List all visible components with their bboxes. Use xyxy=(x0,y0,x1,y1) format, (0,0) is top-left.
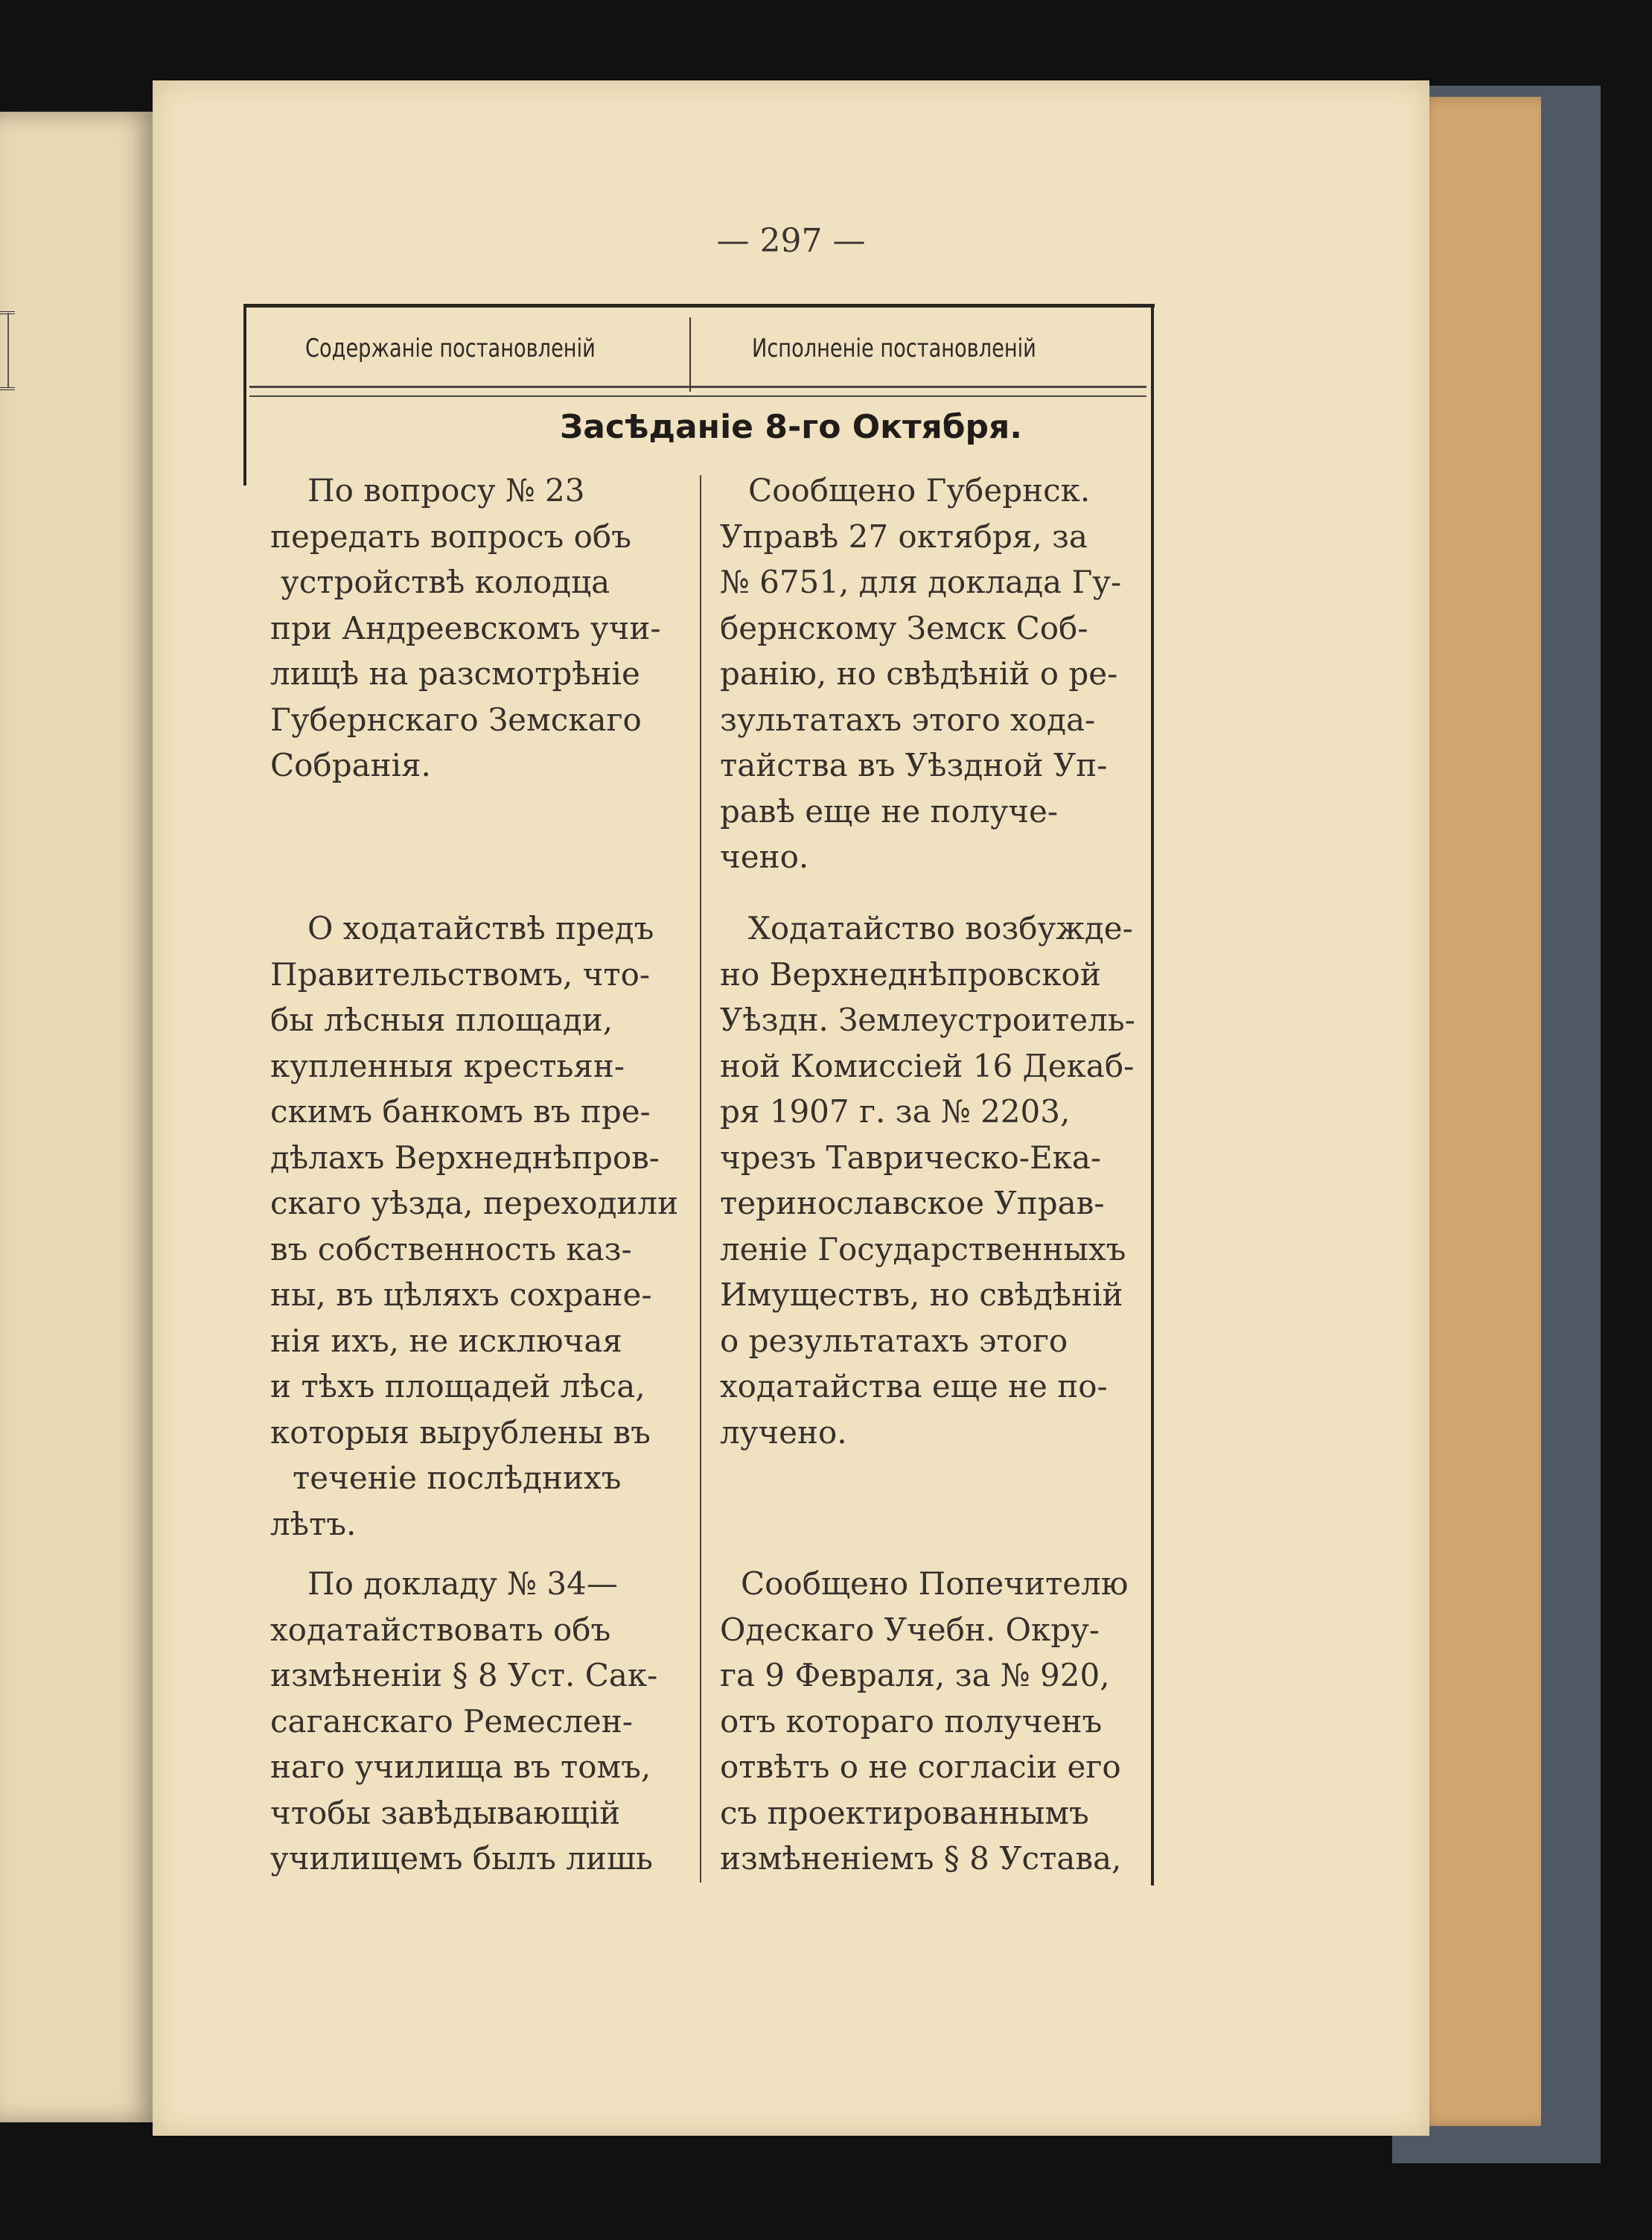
text-line: Правительствомъ, что- xyxy=(270,955,651,993)
text-line: дѣлахъ Верхнеднѣпров- xyxy=(270,1139,660,1176)
text-line: Одескаго Учебн. Окру- xyxy=(720,1611,1100,1648)
text-line: скаго уѣзда, переходили xyxy=(270,1185,679,1221)
text-line: купленныя крестьян- xyxy=(270,1047,625,1084)
entry-3-content xyxy=(270,1561,672,1882)
text-line: га 9 Февраля, за № 920, xyxy=(720,1657,1110,1693)
text-line: отвѣтъ о не согласіи его xyxy=(720,1749,1121,1785)
text-line: которыя вырублены въ xyxy=(270,1413,651,1451)
session-title: Засѣданіе 8-го Октября. xyxy=(560,408,1022,446)
facing-page-line xyxy=(7,313,9,387)
text-line: скимъ банкомъ въ пре- xyxy=(270,1093,651,1130)
text-line: измѣненіи § 8 Уст. Сак- xyxy=(270,1657,658,1693)
entry-1-execution xyxy=(720,468,1137,880)
text-line: Губернскаго Земскаго xyxy=(270,701,642,738)
facing-page-rule xyxy=(0,387,15,390)
text-line: теринославское Управ- xyxy=(720,1185,1105,1221)
text-line: отъ котораго полученъ xyxy=(720,1702,1103,1740)
text-line: измѣненіемъ § 8 Устава, xyxy=(720,1840,1122,1877)
text-line: лучено. xyxy=(720,1413,847,1451)
text-line: ны, въ цѣляхъ сохране- xyxy=(270,1276,652,1313)
entry-2-execution xyxy=(720,906,1137,1455)
text-line: съ проектированнымъ xyxy=(720,1794,1089,1831)
text-line: По вопросу № 23 xyxy=(307,472,585,509)
entry-2-content xyxy=(270,906,680,1547)
text-line: леніе Государственныхъ xyxy=(720,1230,1126,1267)
header-column-divider xyxy=(689,317,691,392)
text-line: Сообщено Губернск. xyxy=(748,472,1091,509)
text-line: саганскаго Ремеслен- xyxy=(270,1702,633,1740)
text-line: нія ихъ, не исключая xyxy=(270,1322,622,1359)
text-line: № 6751, для доклада Гу- xyxy=(720,564,1122,600)
text-line: чрезъ Таврическо-Ека- xyxy=(720,1139,1102,1176)
text-line: Ходатайство возбужде- xyxy=(748,910,1133,946)
text-line: устройствѣ колодца xyxy=(281,564,610,600)
text-line: бы лѣсныя площади, xyxy=(270,1002,613,1038)
facing-page-edge xyxy=(0,112,156,2122)
text-line: ря 1907 г. за № 2203, xyxy=(720,1093,1071,1130)
text-line: наго училища въ томъ, xyxy=(270,1749,651,1785)
text-line: лищѣ на разсмотрѣніе xyxy=(270,655,640,692)
column-header-execution: Исполненіе постановленій xyxy=(752,334,1036,363)
header-rule xyxy=(249,386,1146,397)
text-line: но Верхнеднѣпровской xyxy=(720,955,1101,993)
text-line: чено. xyxy=(720,839,809,875)
text-line: и тѣхъ площадей лѣса, xyxy=(270,1368,645,1404)
text-line: ходатайства еще не по- xyxy=(720,1368,1108,1404)
column-divider xyxy=(700,475,701,1883)
text-line: передать вопросъ объ xyxy=(270,518,631,555)
text-line: Управѣ 27 октября, за xyxy=(720,518,1088,555)
book-page xyxy=(153,80,1429,2136)
text-line: тайства въ Уѣздной Уп- xyxy=(720,747,1108,783)
text-line: Уѣздн. Землеустроитель- xyxy=(720,1002,1135,1038)
text-line: Имуществъ, но свѣдѣній xyxy=(720,1276,1123,1313)
text-line: о результатахъ этого xyxy=(720,1322,1068,1359)
table-left-border xyxy=(243,307,246,486)
text-line: въ собственность каз- xyxy=(270,1230,632,1267)
text-line: По докладу № 34— xyxy=(307,1565,618,1602)
page-number: — 297 — xyxy=(716,222,866,260)
text-line: ранію, но свѣдѣній о ре- xyxy=(720,655,1118,692)
text-line: ходатайствовать объ xyxy=(270,1611,611,1648)
text-line: зультатахъ этого хода- xyxy=(720,701,1096,738)
text-line: Сообщено Попечителю xyxy=(741,1565,1129,1602)
text-line: О ходатайствѣ предъ xyxy=(307,910,654,946)
text-line: чтобы завѣдывающій xyxy=(270,1794,621,1831)
entry-3-execution xyxy=(720,1561,1137,1882)
table-right-border xyxy=(1151,307,1154,1886)
text-line: теченіе послѣднихъ xyxy=(293,1460,622,1496)
text-line: Собранія. xyxy=(270,747,431,783)
text-line: бернскому Земск Соб- xyxy=(720,609,1088,646)
text-line: ной Комиссіей 16 Декаб- xyxy=(720,1047,1135,1084)
text-line: училищемъ былъ лишь xyxy=(270,1840,653,1877)
table-top-rule xyxy=(243,304,1155,308)
text-line: лѣтъ. xyxy=(270,1505,357,1542)
text-line: при Андреевскомъ учи- xyxy=(270,609,661,646)
column-header-content: Содержаніе постановленій xyxy=(305,334,596,363)
entry-1-content xyxy=(270,468,672,789)
text-line: равѣ еще не получе- xyxy=(720,792,1059,830)
page-block-edge xyxy=(1418,97,1541,2126)
